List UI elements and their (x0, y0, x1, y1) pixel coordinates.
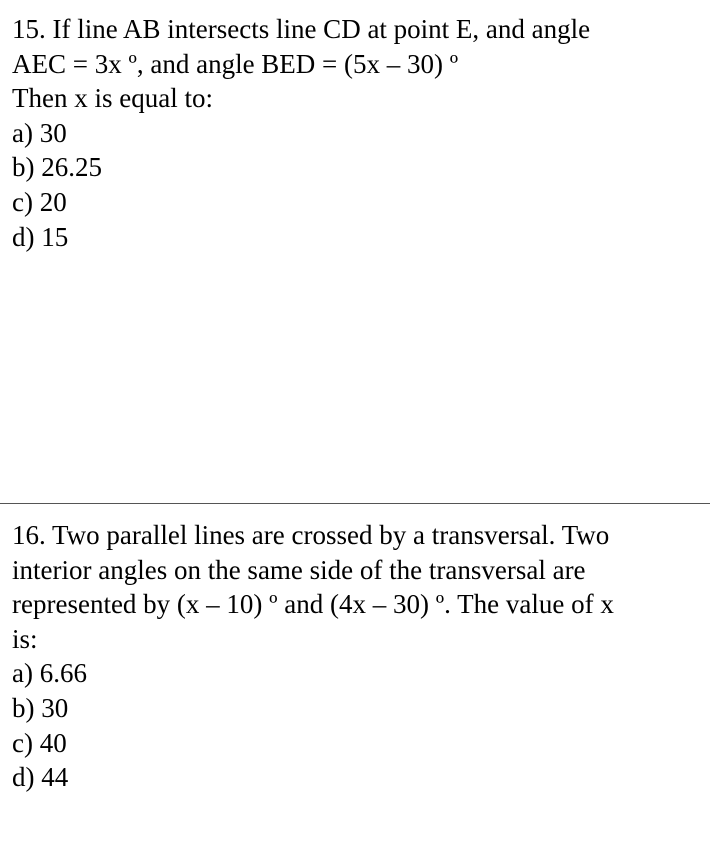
question-divider (0, 503, 710, 504)
question-16-option-c: c) 40 (12, 727, 67, 758)
question-15-option-d: d) 15 (12, 221, 69, 252)
question-15-option-a: a) 30 (12, 117, 67, 148)
question-16-line-2: interior angles on the same side of the transversal are (12, 554, 586, 585)
question-15-line-1: 15. If line AB intersects line CD at point E, and angle (12, 14, 591, 44)
question-15-line-3: Then x is equal to: (12, 83, 213, 114)
question-16-line-4: is: (12, 623, 38, 654)
question-15 (12, 12, 700, 254)
question-15-option-c: c) 20 (12, 186, 67, 217)
question-16-line-1: 16. Two parallel lines are crossed by a transversal. Two (12, 520, 610, 550)
question-15-line-2: AEC = 3x º, and angle BED = (5x – 30) º (12, 48, 459, 79)
question-16 (12, 518, 700, 795)
question-16-option-a: a) 6.66 (12, 658, 87, 689)
question-15-option-b: b) 26.25 (12, 152, 102, 183)
question-16-option-b: b) 30 (12, 692, 69, 723)
question-16-option-d: d) 44 (12, 762, 69, 793)
question-16-line-3: represented by (x – 10) º and (4x – 30) º. The value of x (12, 589, 614, 620)
